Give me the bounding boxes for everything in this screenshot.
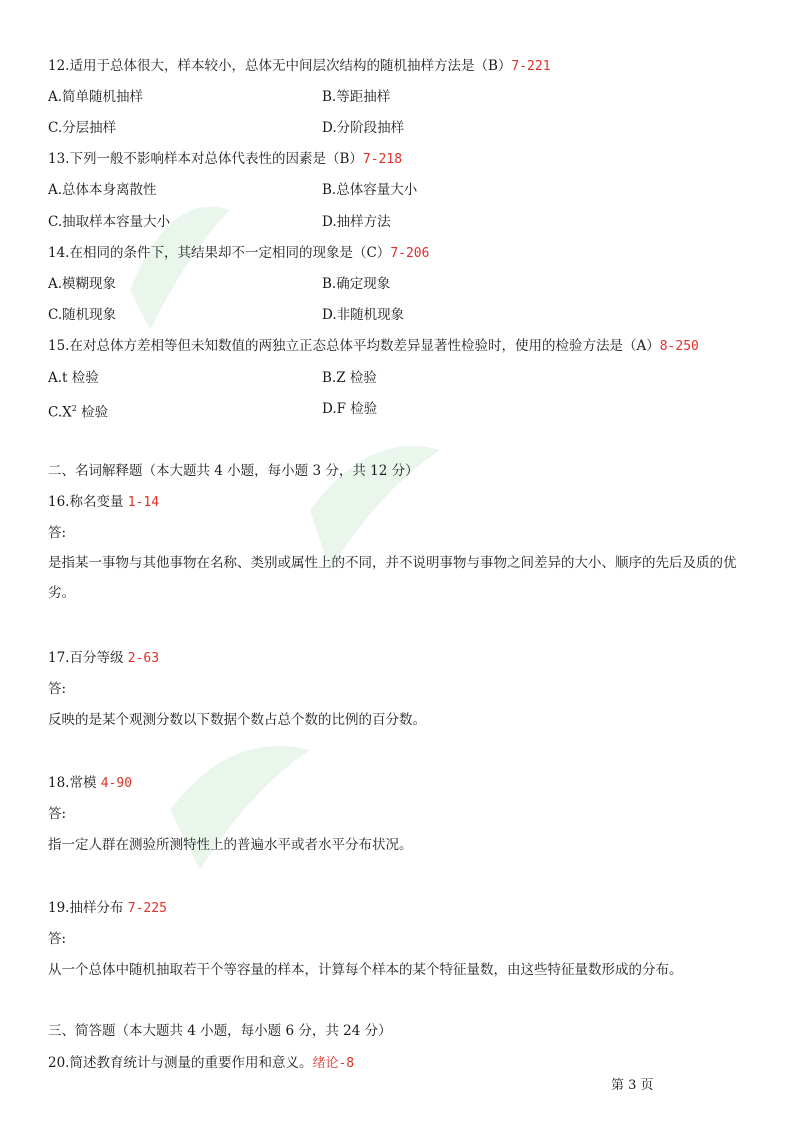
option-a: A.t 检验 [48,370,99,386]
term-19-title [48,898,167,919]
term-title-text: 18.常模 [48,775,97,791]
term-ref: 2-63 [127,651,160,666]
term-18-title [48,773,132,794]
term-18-answer: 指一定人群在测验所测特性上的普遍水平或者水平分布状况。 [48,837,413,853]
section-3-heading: 三、简答题（本大题共 4 小题，每小题 6 分，共 24 分） [48,1023,392,1039]
question-ref: 7-221 [511,59,551,74]
option-c [48,399,108,423]
question-14-stem [48,243,429,264]
term-16-answer: 是指某一事物与其他事物在名称、类别或属性上的不同，并不说明事物与事物之间差异的大小、顺序的先后及质的优劣。 [48,555,737,601]
option-c: C.分层抽样 [48,120,117,136]
answer-label: 答: [48,806,67,822]
option-d: D.非随机现象 [322,307,405,323]
question-15-stem [48,336,699,357]
page-number: 第 3 页 [611,1078,654,1093]
term-title-text: 16.称名变量 [48,494,124,510]
question-stem-text: 14.在相同的条件下，其结果却不一定相同的现象是（C） [48,245,391,261]
answer-label: 答: [48,931,67,947]
question-stem-text: 12.适用于总体很大，样本较小，总体无中间层次结构的随机抽样方法是（B） [48,58,512,74]
term-ref: 1-14 [127,495,160,510]
option-c-suffix: 检验 [76,404,109,421]
section-2-heading: 二、名词解释题（本大题共 4 小题，每小题 3 分，共 12 分） [48,463,419,479]
question-stem-text: 15.在对总体方差相等但未知数值的两独立正态总体平均数差异显著性检验时，使用的检验方法是（A） [48,338,660,354]
option-a: A.模糊现象 [48,276,117,292]
term-17-answer: 反映的是某个观测分数以下数据个数占总个数的比例的百分数。 [48,712,426,728]
option-b: B.确定现象 [322,276,391,292]
option-d: D.分阶段抽样 [322,120,405,136]
term-title-text: 19.抽样分布 [48,900,124,916]
question-13-stem [48,149,402,170]
option-d: D.抽样方法 [322,214,391,230]
option-c-label: C.X [48,404,72,421]
term-ref: 7-225 [127,901,167,916]
option-b: B.总体容量大小 [322,182,418,198]
question-stem-text: 13.下列一般不影响样本对总体代表性的因素是（B） [48,151,363,167]
option-b: B.Z 检验 [322,370,377,386]
term-19-answer: 从一个总体中随机抽取若干个等容量的样本，计算每个样本的某个特征量数，由这些特征量数形成的分布。 [48,962,683,978]
option-b: B.等距抽样 [322,89,391,105]
term-16-title [48,492,159,513]
question-20-stem [48,1053,354,1074]
question-stem-text: 20.简述教育统计与测量的重要作用和意义。 [48,1055,313,1071]
option-d: D.F 检验 [322,401,378,417]
option-c: C.随机现象 [48,307,117,323]
term-title-text: 17.百分等级 [48,650,124,666]
term-17-title [48,648,159,669]
question-12-stem [48,56,551,77]
question-ref: 绪论-8 [312,1056,355,1071]
answer-label: 答: [48,681,67,697]
superscript-2: 2 [71,404,77,413]
question-ref: 8-250 [659,339,699,354]
question-ref: 7-218 [362,152,403,167]
answer-label: 答: [48,525,67,541]
term-ref: 4-90 [100,776,133,791]
option-a: A.总体本身离散性 [48,182,157,198]
question-ref: 7-206 [390,246,430,261]
option-a: A.简单随机抽样 [48,89,144,105]
option-c: C.抽取样本容量大小 [48,214,171,230]
